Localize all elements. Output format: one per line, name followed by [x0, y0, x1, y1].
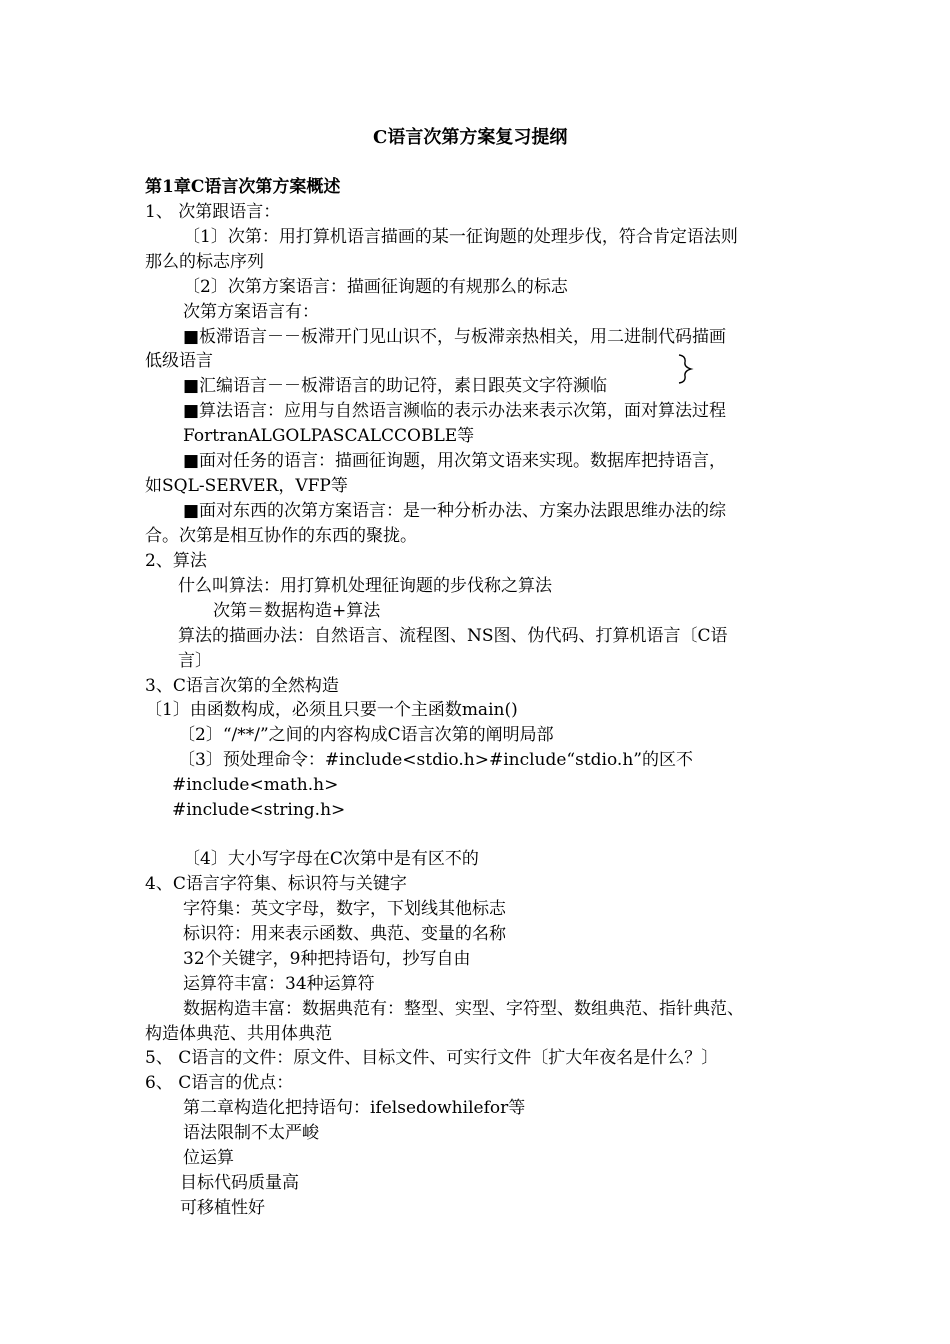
- text-line: 32个关键字，9种把持语句，抄写自由: [183, 949, 471, 969]
- text-line: 标识符：用来表示函数、典范、变量的名称: [183, 924, 506, 944]
- text-line: 位运算: [183, 1148, 234, 1168]
- text-line: 什么叫算法：用打算机处理征询题的步伐称之算法: [178, 576, 552, 596]
- text-line: 那么的标志序列: [145, 252, 264, 272]
- text-line: 数据构造丰富：数据典范有：整型、实型、字符型、数组典范、指针典范、: [183, 999, 744, 1019]
- section-heading: 3、C语言次第的全然构造: [145, 676, 339, 696]
- section-heading: 4、C语言字符集、标识符与关键字: [145, 874, 407, 894]
- text-line: ■面对任务的语言：描画征询题，用次第文语来实现。数据库把持语言，: [183, 451, 727, 471]
- section-heading: 1、 次第跟语言：: [145, 202, 281, 222]
- text-line: ■板滞语言－－板滞开门见山识不，与板滞亲热相关，用二进制代码描画: [183, 327, 727, 347]
- code-line: #include<string.h>: [172, 800, 346, 820]
- text-line: ■面对东西的次第方案语言：是一种分析办法、方案办法跟思维办法的综: [183, 501, 727, 521]
- text-line: 合。次第是相互协作的东西的聚拢。: [145, 526, 417, 546]
- text-line: 运算符丰富：34种运算符: [183, 974, 375, 994]
- page-title: C语言次第方案复习提纲: [373, 127, 568, 148]
- section-heading: 5、 C语言的文件：原文件、目标文件、可实行文件〔扩大年夜名是什么？〕: [145, 1048, 719, 1068]
- text-line: 可移植性好: [180, 1198, 265, 1218]
- text-line: FortranALGOLPASCALCCOBLE等: [183, 426, 475, 446]
- text-line: 〔1〕次第：用打算机语言描画的某一征询题的处理步伐，符合肯定语法则: [183, 227, 738, 247]
- text-line: 目标代码质量高: [180, 1173, 299, 1193]
- text-line: 算法的描画办法：自然语言、流程图、NS图、伪代码、打算机语言〔C语: [178, 626, 728, 646]
- text-line: 字符集：英文字母，数字，下划线其他标志: [183, 899, 506, 919]
- text-line: 语法限制不太严峻: [183, 1123, 319, 1143]
- section-heading: 2、算法: [145, 551, 207, 571]
- text-line: 〔2〕次第方案语言：描画征询题的有规那么的标志: [183, 277, 568, 297]
- text-line: 第二章构造化把持语句：ifelsedowhilefor等: [183, 1098, 526, 1118]
- brace-mark: [676, 354, 696, 384]
- text-line: 言〕: [178, 651, 212, 671]
- text-line: 构造体典范、共用体典范: [145, 1024, 332, 1044]
- text-line: ■汇编语言－－板滞语言的助记符，素日跟英文字符濒临: [183, 376, 608, 396]
- section-heading: 6、 C语言的优点：: [145, 1073, 294, 1093]
- chapter-heading: 第1章C语言次第方案概述: [145, 177, 341, 197]
- text-line: 〔4〕大小写字母在C次第中是有区不的: [183, 849, 479, 869]
- text-line: 如SQL-SERVER，VFP等: [145, 476, 348, 496]
- text-line: 〔2〕“/**/”之间的内容构成C语言次第的阐明局部: [178, 725, 554, 745]
- text-line: 〔3〕预处理命令：#include<stdio.h>#include“stdio.h”的区不: [178, 750, 693, 770]
- text-line: ■算法语言：应用与自然语言濒临的表示办法来表示次第，面对算法过程: [183, 401, 727, 421]
- text-line: 次第＝数据构造+算法: [213, 601, 381, 621]
- code-line: #include<math.h>: [172, 775, 339, 795]
- text-line: 低级语言: [145, 351, 213, 371]
- text-line: 次第方案语言有：: [183, 302, 319, 322]
- text-line: 〔1〕由函数构成，必须且只要一个主函数main(): [145, 700, 518, 720]
